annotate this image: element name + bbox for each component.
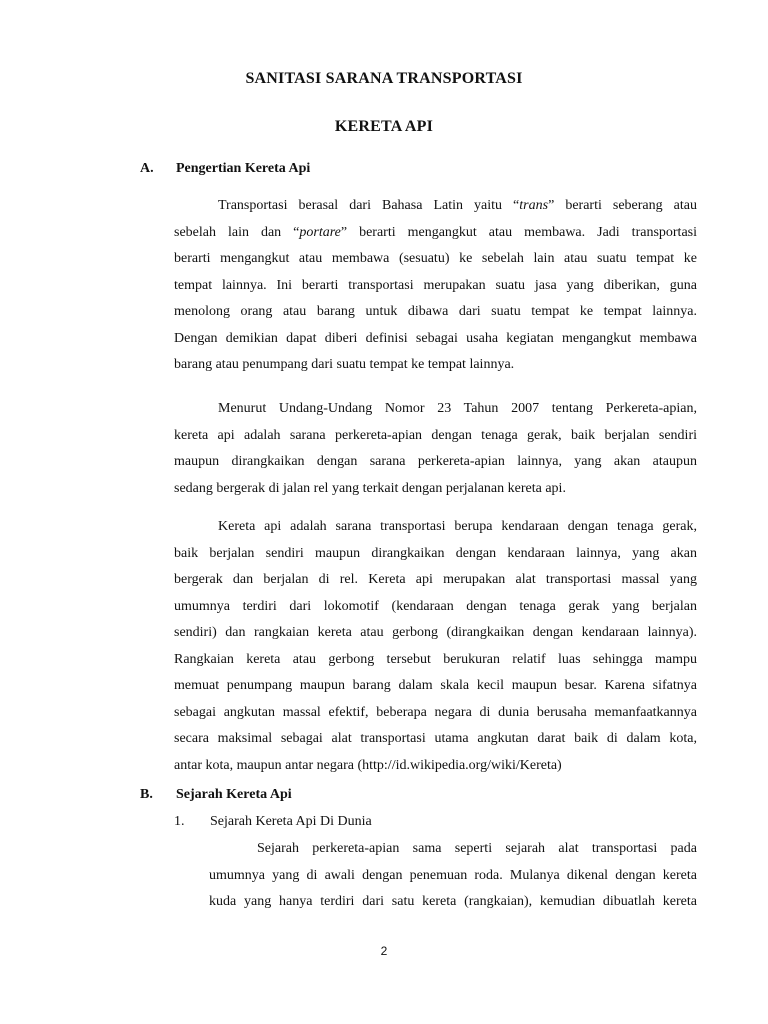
paragraph-line: Sejarah perkereta-apian sama seperti sejarah alat transportasi pada [257, 841, 697, 856]
paragraph-line: sebagai angkutan massal efektif, beberapa negara di dunia berusaha memanfaatkannya [174, 704, 697, 720]
paragraph-line: umumnya yang di awali dengan penemuan roda. Mulanya dikenal dengan kereta [209, 867, 697, 883]
paragraph-line: menolong orang atau barang untuk dibawa dari suatu tempat ke tempat lainnya. [174, 304, 697, 319]
section-b-title: Sejarah Kereta Api [176, 787, 292, 802]
paragraph-line: Transportasi berasal dari Bahasa Latin yaitu “trans” berarti seberang atau [218, 198, 697, 213]
paragraph-1 [174, 193, 697, 379]
section-a-letter: A. [140, 161, 154, 176]
paragraph-line: bergerak dan berjalan di rel. Kereta api merupakan alat transportasi massal yang [174, 572, 697, 587]
paragraph-line: memuat penumpang maupun barang dalam skala kecil maupun besar. Karena sifatnya [174, 678, 697, 693]
subsection-1-title: Sejarah Kereta Api Di Dunia [210, 814, 372, 829]
section-a-title: Pengertian Kereta Api [176, 161, 311, 176]
document-subtitle: KERETA API [334, 118, 434, 135]
paragraph-line: sendiri) dan rangkaian kereta atau gerbong (dirangkaikan dengan kendaraan lainnya). [174, 625, 697, 640]
paragraph-line: maupun dirangkaikan dengan sarana perkereta-apian lainnya, yang akan ataupun [174, 454, 697, 469]
paragraph-line: Kereta api adalah sarana transportasi berupa kendaraan dengan tenaga gerak, [218, 519, 697, 534]
paragraph-line: sedang bergerak di jalan rel yang terkait dengan perjalanan kereta api. [174, 480, 566, 496]
paragraph-line: secara maksimal sebagai alat transportasi utama angkutan darat baik di dalam kota, [174, 731, 697, 746]
paragraph-line: Menurut Undang-Undang Nomor 23 Tahun 2007 tentang Perkereta-apian, [218, 401, 697, 416]
paragraph-3 [174, 514, 697, 779]
latin-term-trans: trans [519, 198, 549, 213]
subsection-1-number: 1. [174, 814, 185, 829]
paragraph-line: barang atau penumpang dari suatu tempat ke tempat lainnya. [174, 357, 515, 372]
paragraph-line: sebelah lain dan “portare” berarti mengangkut atau membawa. Jadi transportasi [174, 224, 698, 240]
paragraph-line: Dengan demikian dapat diberi definisi sebagai usaha kegiatan mengangkut membawa [174, 330, 697, 346]
paragraph-line: Rangkaian kereta atau gerbong tersebut berukuran relatif luas sehingga mampu [174, 651, 697, 667]
paragraph-4 [209, 836, 697, 916]
document-title: SANITASI SARANA TRANSPORTASI [245, 70, 523, 87]
paragraph-line: umumnya terdiri dari lokomotif (kendaraan dengan tenaga gerak yang berjalan [174, 598, 697, 614]
paragraph-2 [174, 396, 697, 502]
paragraph-line: baik berjalan sendiri maupun dirangkaikan dengan kendaraan lainnya, yang akan [174, 545, 697, 561]
latin-term-portare: portare [299, 224, 341, 240]
paragraph-line: kereta api adalah sarana perkereta-apian dengan tenaga gerak, baik berjalan sendiri [174, 427, 697, 443]
section-b-letter: B. [140, 787, 153, 802]
paragraph-line: tempat lainnya. Ini berarti transportasi merupakan suatu jasa yang diberikan, guna [174, 277, 697, 293]
page-number: 2 [380, 944, 388, 958]
paragraph-line: kuda yang hanya terdiri dari satu kereta (rangkaian), kemudian dibuatlah kereta [209, 894, 697, 909]
paragraph-line: berarti mengangkut atau membawa (sesuatu) ke sebelah lain atau suatu tempat ke [174, 251, 697, 266]
paragraph-line: antar kota, maupun antar negara (http://id.wikipedia.org/wiki/Kereta) [174, 757, 562, 773]
